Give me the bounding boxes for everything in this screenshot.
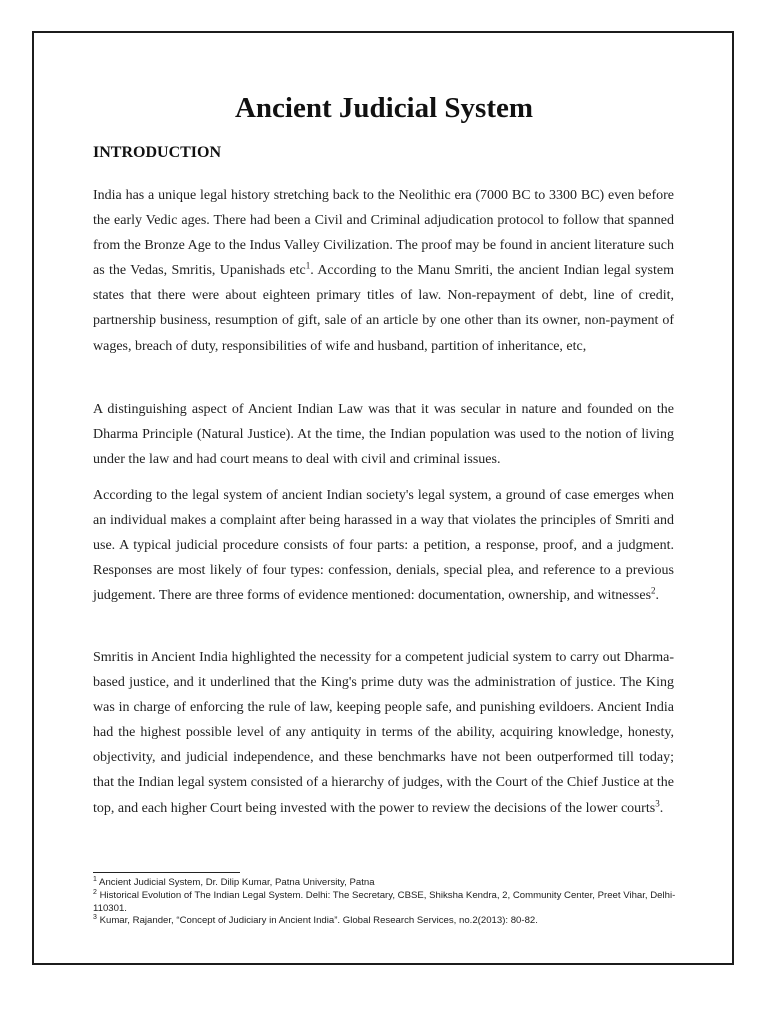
footnote-separator [93,872,240,873]
footnote-number: 2 [93,888,97,896]
footnote-ref-2: 2 [651,585,656,596]
footnote-3 [93,915,678,928]
paragraph-4 [93,645,674,821]
footnote-number: 1 [93,875,97,883]
paragraph-text-continued: . [659,800,664,816]
paragraph-text-continued: . [655,588,660,604]
footnote-2 [93,890,678,916]
footnote-text: Ancient Judicial System, Dr. Dilip Kumar, Patna University, Patna [99,877,375,888]
paragraph-3 [93,483,674,608]
footnote-text: Kumar, Rajander, “Concept of Judiciary in Ancient India”. Global Research Services, no.2(2013): 80-82. [99,915,538,927]
paragraph-text: A distinguishing aspect of Ancient Indian Law was that it was secular in nature and founded on the Dharma Principle (Natural Justice). At the time, the Indian population was used to the notion of living under the law and had court means to deal with civil and criminal issues. [93,402,674,468]
footnotes [93,877,678,928]
paragraph-text: According to the legal system of ancient Indian society's legal system, a ground of case emerges when an individual makes a complaint after being harassed in a way that violates the principles of Smriti and use. A typical judicial procedure consists of four parts: a petition, a response, proof, and a judgment. Responses are most likely of four types: confession, denials, special plea, and reference to a previous judgement. There are three forms of evidence mentioned: documentation, ownership, and witnesses [93,488,674,604]
footnote-ref-3: 3 [655,797,660,808]
footnote-text: Historical Evolution of The Indian Legal System. Delhi: The Secretary, CBSE, Shiksha Kendra, 2, Community Center, Preet Vihar, Delhi-110301. [93,889,676,914]
footnote-number: 3 [93,914,97,922]
paragraph-text-continued: . According to the Manu Smriti, the ancient Indian legal system states that there were about eighteen primary titles of law. Non-repayment of debt, line of credit, partnership business, resumption of gift, sale of an article by one other than its owner, non-payment of wages, breach of duty, responsibilities of wife and husband, partition of inheritance, etc, [93,263,675,354]
document-title: Ancient Judicial System [234,92,534,124]
paragraph-text: India has a unique legal history stretching back to the Neolithic era (7000 BC to 3300 BC) even before the early Vedic ages. There had been a Civil and Criminal adjudication protocol to follow that spanned from the Bronze Age to the Indus Valley Civilization. The proof may be found in ancient literature such as the Vedas, Smritis, Upanishads etc [93,188,674,279]
footnote-1 [93,877,678,890]
paragraph-1 [93,183,674,359]
footnote-ref-1: 1 [305,260,311,271]
paragraph-text: Smritis in Ancient India highlighted the necessity for a competent judicial system to carry out Dharma-based justice, and it underlined that the King's prime duty was the administration of justice. The King was in charge of enforcing the rule of law, keeping people safe, and punishing evildoers. Ancient India had the highest possible level of any antiquity in terms of the ability, acquiring knowledge, honesty, objectivity, and judicial independence, and these benchmarks have not been outperformed till today; that the Indian legal system consisted of a hierarchy of judges, with the Court of the Chief Justice at the top, and each higher Court being invested with the power to review the decisions of the lower courts [93,650,674,816]
paragraph-2 [93,397,674,472]
section-heading: INTRODUCTION [93,144,222,161]
